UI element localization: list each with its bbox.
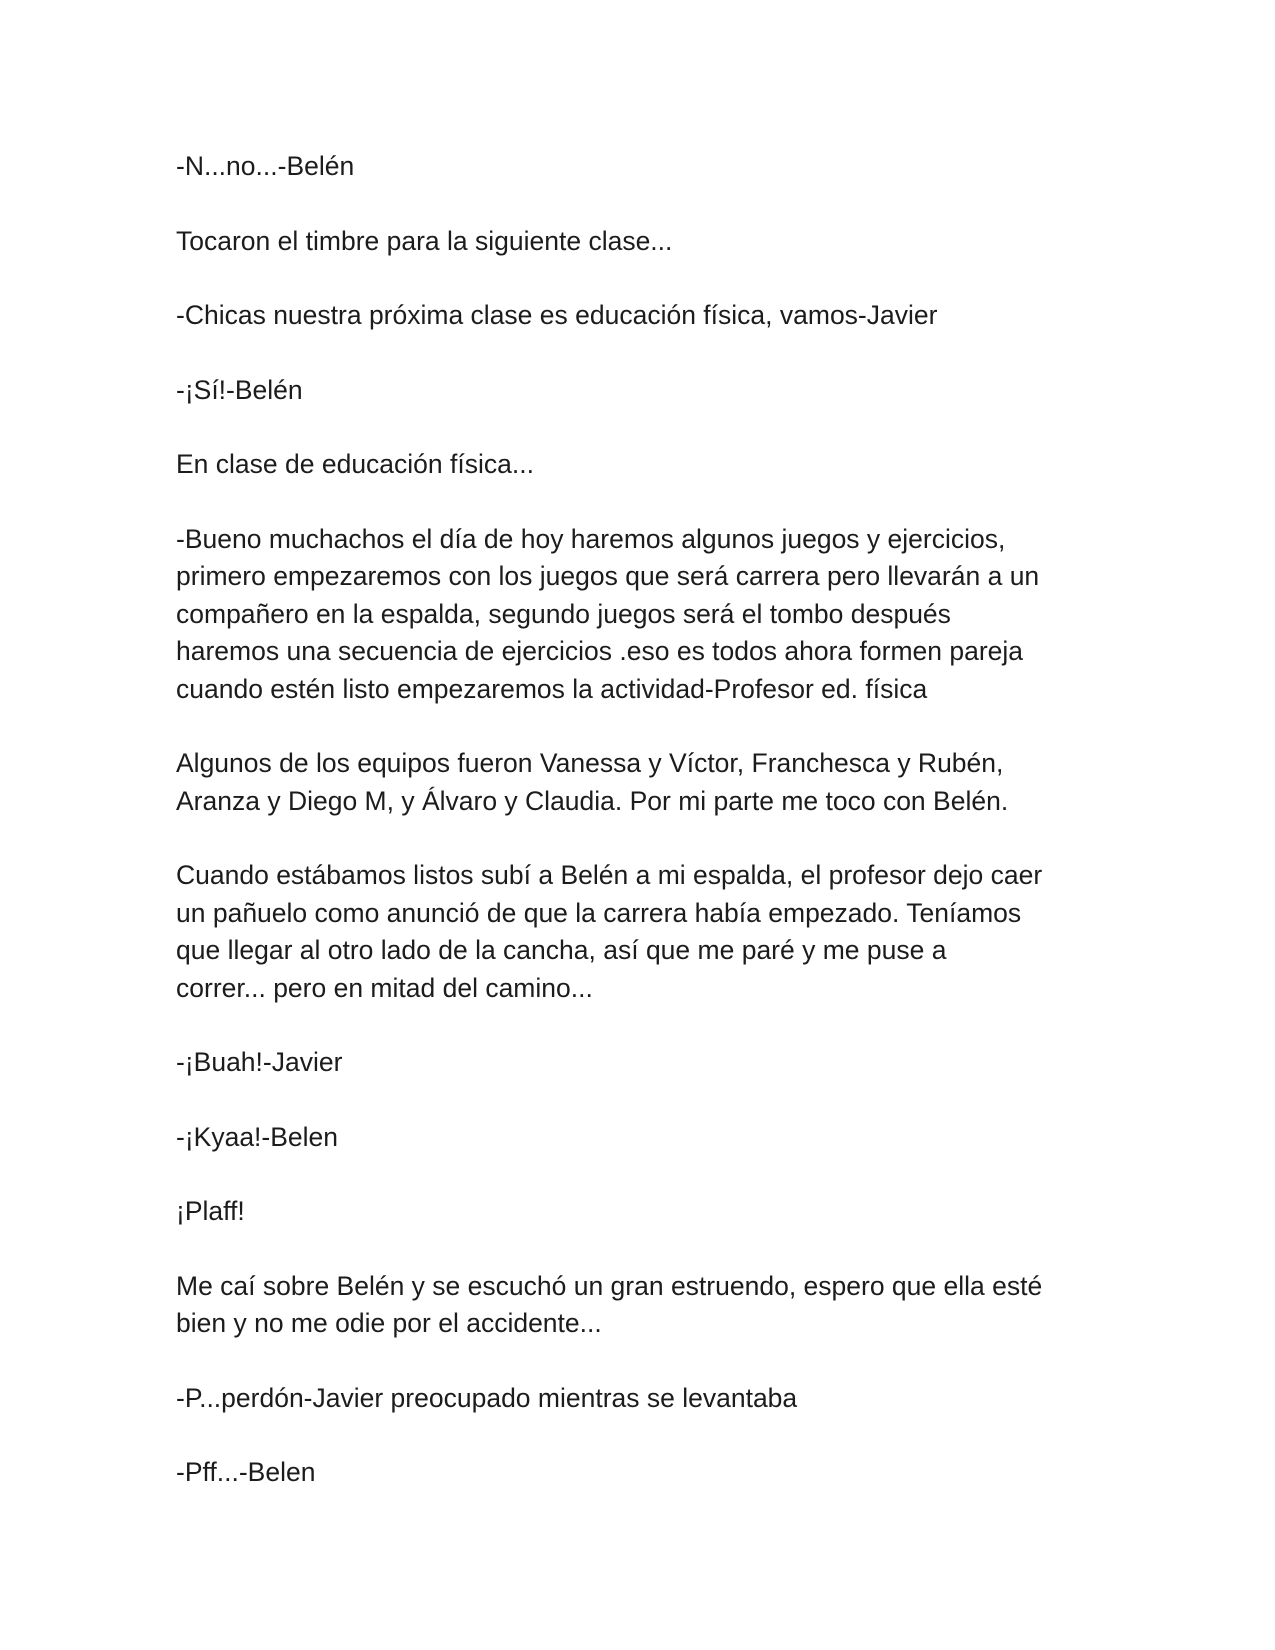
paragraph: -Pff...-Belen: [176, 1457, 316, 1487]
paragraph: Me caí sobre Belén y se escuchó un gran estruendo, espero que ella esté bien y no me odie por el accidente...: [176, 1270, 1043, 1338]
document-body: [176, 148, 1106, 1529]
paragraph: -N...no...-Belén: [176, 151, 355, 181]
paragraph: -¡Sí!-Belén: [176, 374, 303, 405]
paragraph: Tocaron el timbre para la siguiente clase...: [176, 225, 673, 256]
paragraph: En clase de educación física...: [176, 449, 534, 479]
paragraph: -Bueno muchachos el día de hoy haremos algunos juegos y ejercicios, primero empezaremos con los juegos que será carrera pero llevarán a un compañero en la espalda, segundo juegos será el tombo después haremos una secuencia de ejercicios .eso es todos ahora formen pareja cuando estén listo empezaremos la actividad-Profesor ed. física: [176, 523, 1040, 704]
paragraph: ¡Plaff!: [176, 1196, 245, 1226]
paragraph: -¡Buah!-Javier: [176, 1047, 343, 1077]
paragraph: -P...perdón-Javier preocupado mientras se levantaba: [176, 1382, 798, 1413]
paragraph: Algunos de los equipos fueron Vanessa y Víctor, Franchesca y Rubén, Aranza y Diego M, y Álvaro y Claudia. Por mi parte me toco con Belén.: [176, 748, 1009, 816]
paragraph: Cuando estábamos listos subí a Belén a mi espalda, el profesor dejo caer un pañuelo como anunció de que la carrera había empezado. Teníamos que llegar al otro lado de la cancha, así que me paré y me puse a correr... pero en mitad del camino...: [176, 860, 1043, 1003]
paragraph: -Chicas nuestra próxima clase es educación física, vamos-Javier: [176, 300, 938, 330]
paragraph: -¡Kyaa!-Belen: [176, 1121, 339, 1152]
